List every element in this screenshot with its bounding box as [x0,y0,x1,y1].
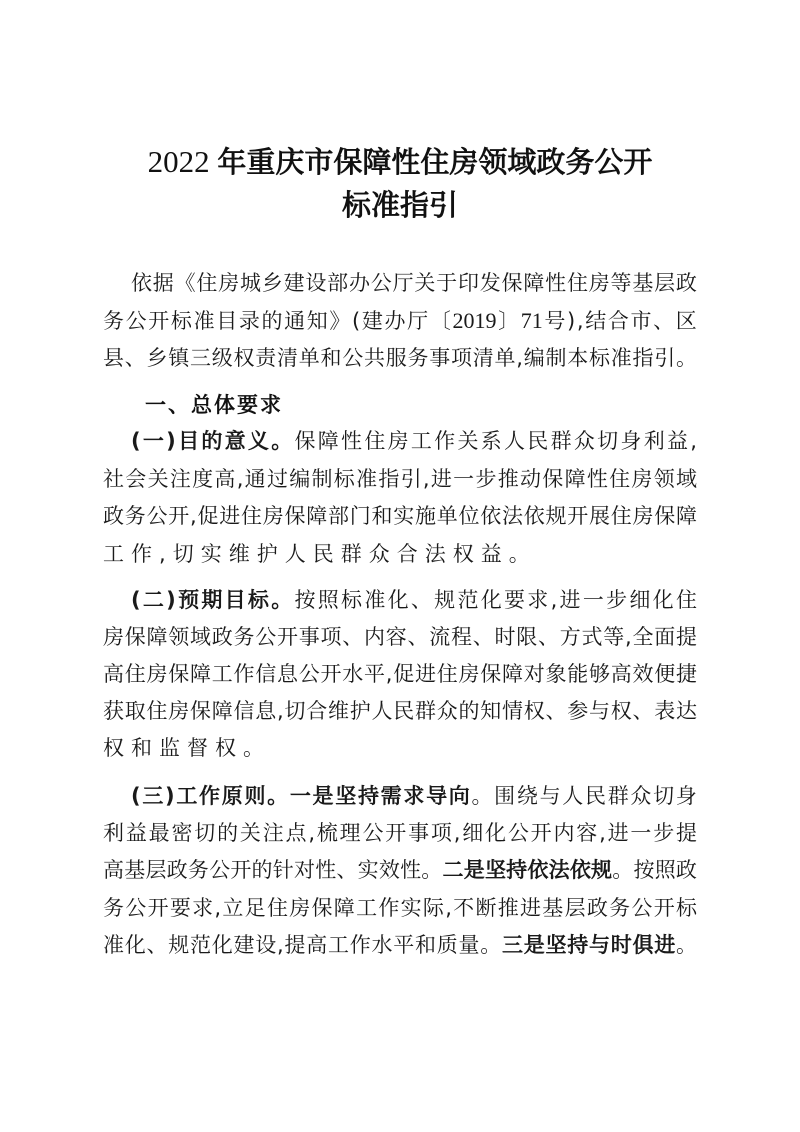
subsection-3-line: 务 公 开 要 求 , 立 足 住 房 保 障 工 作 实 际 , 不 断 推 进 基 层 政 务 公 开 标 [103,896,697,920]
subsection-3-line: 高 基 层 政 务 公 开 的 针 对 性 、 实 效 性 。 二 是 坚 持 依 法 依 规 。 按 照 政 [103,858,697,882]
subsection-3-line: 利 益 最 密 切 的 关 注 点 , 梳 理 公 开 事 项 , 细 化 公 开 内 容 , 进 一 步 提 [103,821,697,845]
subsection-2-line: 获 取 住 房 保 障 信 息 , 切 合 维 护 人 民 群 众 的 知 情 权 、 参 与 权 、 表 达 [103,699,697,723]
subsection-2-line: ( 二 ) 预 期 目 标 。 按 照 标 准 化 、 规 范 化 要 求 , 进 一 步 细 化 住 [131,588,697,612]
subsection-3-line: ( 三 ) 工 作 原 则 。 一 是 坚 持 需 求 导 向 。 围 绕 与 人 民 群 众 切 身 [131,784,697,808]
subsection-2-line: 权 和 监 督 权 。 [103,736,264,760]
subsection-1-line: 社 会 关 注 度 高 , 通 过 编 制 标 准 指 引 , 进 一 步 推 动 保 障 性 住 房 领 域 [103,467,697,491]
intro-line: 务 公 开 标 准 目 录 的 通 知 》 ( 建 办 厅 〔 2019 〕 71 号 ) , 结 合 市 、 区 [103,308,697,333]
subsection-3-line: 准 化 、 规 范 化 建 设 , 提 高 工 作 水 平 和 质 量 。 三 是 坚 持 与 时 俱 进 。 [103,933,697,957]
intro-line: 县 、 乡 镇 三 级 权 责 清 单 和 公 共 服 务 事 项 清 单 , 编 制 本 标 准 指 引 。 [103,346,697,370]
subsection-1-line: ( 一 ) 目 的 意 义 。 保 障 性 住 房 工 作 关 系 人 民 群 众 切 身 利 益 , [131,429,697,453]
intro-line: 依 据 《 住 房 城 乡 建 设 部 办 公 厅 关 于 印 发 保 障 性 住 房 等 基 层 政 [131,271,697,295]
document-title-line-2: 标准指引 [341,188,458,222]
section-heading: 一、总体要求 [145,393,283,417]
subsection-1-line: 政 务 公 开 , 促 进 住 房 保 障 部 门 和 实 施 单 位 依 法 依 规 开 展 住 房 保 障 [103,504,697,528]
subsection-2-line: 房 保 障 领 域 政 务 公 开 事 项 、 内 容 、 流 程 、 时 限 、 方 式 等 , 全 面 提 [103,625,697,649]
subsection-2-line: 高 住 房 保 障 工 作 信 息 公 开 水 平 , 促 进 住 房 保 障 对 象 能 够 高 效 便 捷 [103,662,697,686]
subsection-1-line: 工 作 , 切 实 维 护 人 民 群 众 合 法 权 益 。 [103,542,530,566]
document-title-line-1: 2022 年重庆市保障性住房领域政务公开 [147,144,653,179]
